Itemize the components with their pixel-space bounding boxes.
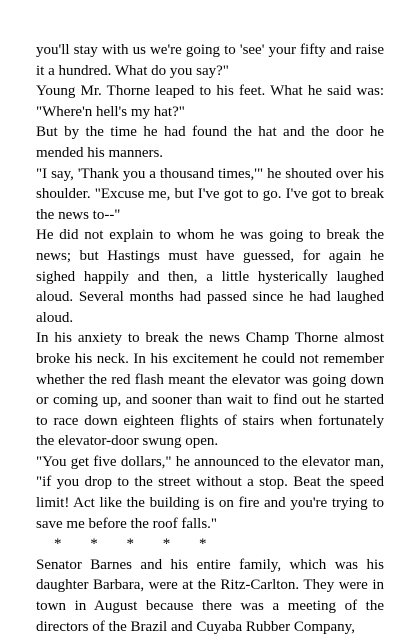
paragraph: Young Mr. Thorne leaped to his feet. What he said was: "Where'n hell's my hat?" [36,83,384,120]
paragraph: In his anxiety to break the news Champ Thorne almost broke his neck. In his excitement he could not remember whether the red flash meant the elevator was going down or coming up, and sooner than wait to find out he started to race down eighteen flights of stairs when fortunately the elevator-door swung open. [36,330,384,450]
paragraph: Senator Barnes and his entire family, which was his daughter Barbara, were at the Ritz-Carlton. They were in town in August because there was a meeting of the directors of the Brazil and Cuyaba Rubber Company, [36,556,384,635]
paragraph: you'll stay with us we're going to 'see' your fifty and raise it a hundred. What do you say?" [36,42,384,79]
paragraph: He did not explain to whom he was going to break the news; but Hastings must have guessed, for again he sighed happily and then, a little hysterically laughed aloud. Several months had passed since he had laughed aloud. [36,227,384,326]
paragraph: "You get five dollars," he announced to the elevator man, "if you drop to the street without a stop. Beat the speed limit! Act like the building is on fire and you're trying to save me before the roof falls." [36,453,384,532]
section-break: * * * * * [54,536,207,553]
paragraph: But by the time he had found the hat and the door he mended his manners. [36,124,384,161]
paragraph: "I say, 'Thank you a thousand times,'" he shouted over his shoulder. "Excuse me, but I've got to go. I've got to break the news to--" [36,165,384,223]
